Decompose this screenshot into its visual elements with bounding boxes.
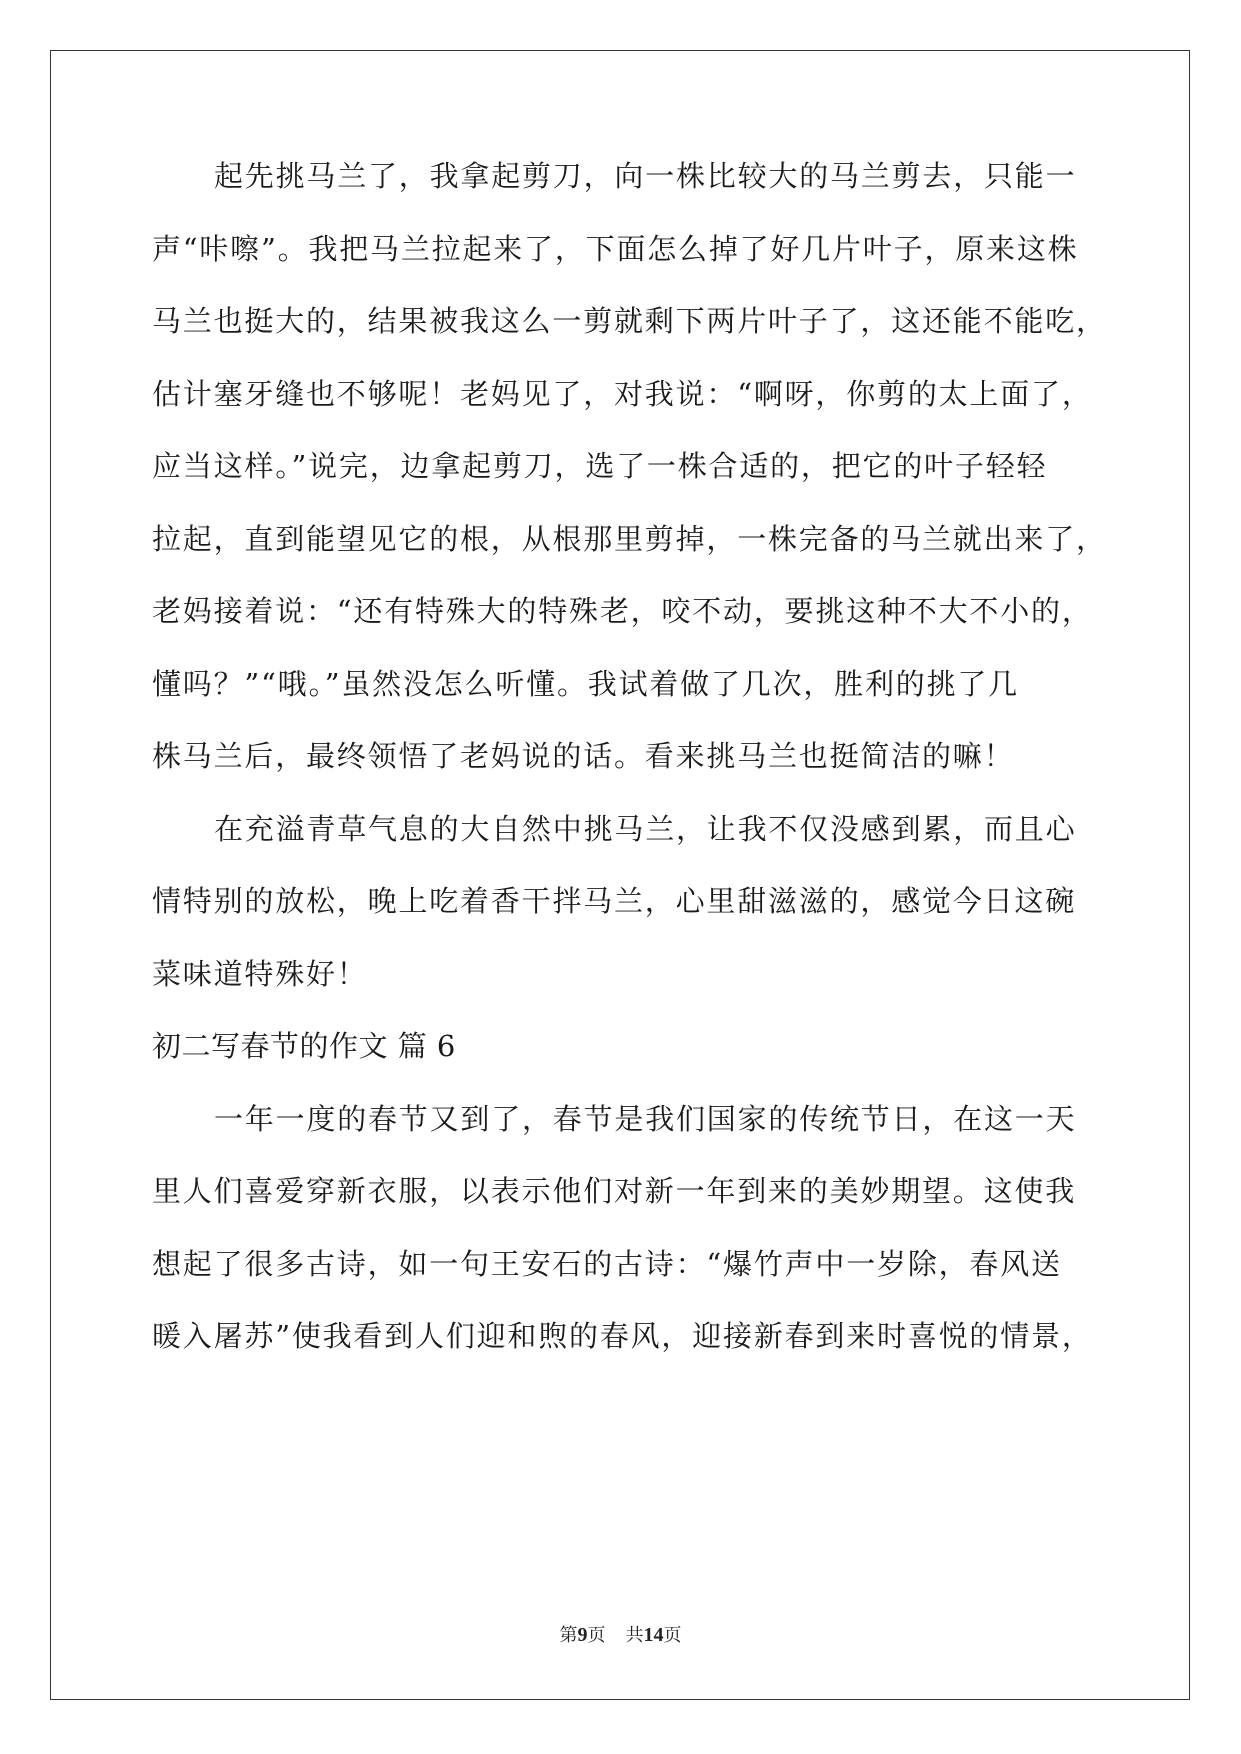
total-prefix: 共 bbox=[625, 1625, 644, 1646]
paragraph-line: 估计塞牙缝也不够呢！老妈见了，对我说：“啊呀，你剪的太上面了， bbox=[152, 376, 1093, 411]
total-suffix: 页 bbox=[663, 1625, 682, 1646]
paragraph-line: 在充溢青草气息的大自然中挑马兰，让我不仅没感到累，而且心 bbox=[214, 811, 1077, 846]
paragraph-line: 马兰也挺大的，结果被我这么一剪就剩下两片叶子了，这还能不能吃， bbox=[152, 304, 1107, 338]
paragraph-line: 拉起，直到能望见它的根，从根那里剪掉，一株完备的马兰就出来了， bbox=[152, 521, 1107, 556]
page-number: 9 bbox=[577, 1624, 588, 1646]
paragraph-line: 声“咔嚓”。我把马兰拉起来了，下面怎么掉了好几片叶子，原来这株 bbox=[152, 231, 1079, 266]
paragraph-line: 应当这样。”说完，边拿起剪刀，选了一株合适的，把它的叶子轻轻 bbox=[152, 449, 1048, 483]
paragraph-line: 想起了很多古诗，如一句王安石的古诗：“爆竹声中一岁除，春风送 bbox=[152, 1246, 1062, 1281]
page-prefix: 第 bbox=[559, 1625, 578, 1646]
paragraph-line: 起先挑马兰了，我拿起剪刀，向一株比较大的马兰剪去，只能一 bbox=[214, 159, 1077, 193]
paragraph-line: 情特别的放松，晚上吃着香干拌马兰，心里甜滋滋的，感觉今日这碗 bbox=[152, 884, 1077, 918]
paragraph-line: 暖入屠苏”使我看到人们迎和煦的春风，迎接新春到来时喜悦的情景， bbox=[152, 1319, 1093, 1353]
page-suffix: 页 bbox=[587, 1625, 606, 1646]
total-pages: 14 bbox=[643, 1624, 664, 1646]
paragraph-line: 株马兰后，最终领悟了老妈说的话。看来挑马兰也挺简洁的嘛！ bbox=[152, 739, 1015, 773]
paragraph-line: 懂吗？”“哦。”虽然没怎么听懂。我试着做了几次，胜利的挑了几 bbox=[152, 666, 1019, 701]
page-footer bbox=[0, 1621, 1241, 1647]
paragraph-line: 一年一度的春节又到了，春节是我们国家的传统节日，在这一天 bbox=[214, 1101, 1077, 1136]
section-heading: 初二写春节的作文 篇 6 bbox=[152, 1029, 456, 1063]
document-body bbox=[152, 156, 1107, 1389]
paragraph-line: 菜味道特殊好！ bbox=[152, 956, 368, 991]
paragraph-line: 里人们喜爱穿新衣服，以表示他们对新一年到来的美妙期望。这使我 bbox=[152, 1174, 1077, 1208]
paragraph-line: 老妈接着说：“还有特殊大的特殊老，咬不动，要挑这种不大不小的， bbox=[152, 594, 1093, 628]
